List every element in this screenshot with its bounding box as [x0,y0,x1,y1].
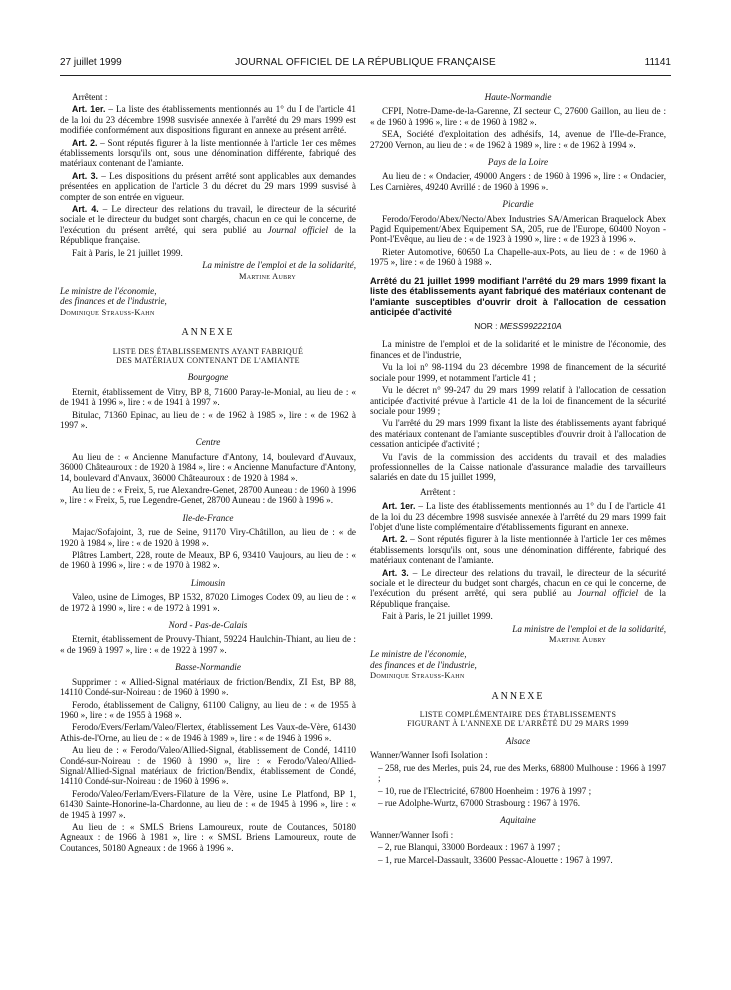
header-page-number: 11141 [644,57,671,68]
list-item: Bitulac, 71360 Epinac, au lieu de : « de 1962 à 1985 », lire : « de 1962 à 1997 ». [60,409,356,430]
header-rule [60,75,671,76]
article-label: Art. 2. [382,534,408,545]
article-label: Art. 2. [72,137,98,148]
nor-reference [370,321,666,331]
signatory-title: Le ministre de l'économie, [60,285,157,296]
article-text-end: de la République française. [370,588,666,609]
region-heading: Haute-Normandie [484,92,552,102]
list-item: Ferodo, établissement de Caligny, 61100 Caligny, au lieu de : « de 1955 à 1960 », lire : « de 1955 à 1968 ». [60,699,356,720]
list-item: Au lieu de : « Freix, 5, rue Alexandre-Genet, 28700 Auneau : de 1960 à 1996 », lire : « Freix, 5, rue Legendre-Genet, 28700 Auneau : de 1960 à 1996 ». [60,485,356,506]
list-item: Au lieu de : « Ondacier, 49000 Angers : de 1960 à 1996 », lire : « Ondacier, Les Carnières, 49240 Avrillé : de 1960 à 1996 ». [370,171,666,192]
article-1 [60,104,356,135]
header-date: 27 juillet 1999 [60,57,122,68]
preamble: La ministre de l'emploi et de la solidarité et le ministre de l'économie, des finances et de l'industrie, [370,339,666,360]
list-item: Eternit, établissement de Prouvy-Thiant, 59224 Haulchin-Thiant, au lieu de : « de 1969 à 1997 », lire : « de 1922 à 1997 ». [60,634,356,655]
nor-code: MESS9922210A [499,321,562,332]
signatory-name [60,307,356,318]
article-label: Art. 1er. [72,104,106,115]
signatory-title: des finances et de l'industrie, [370,659,477,670]
annexe-title-line: LISTE DES ÉTABLISSEMENTS AYANT FABRIQUÉ [112,346,304,356]
fait-a-paris: Fait à Paris, le 21 juillet 1999. [72,247,183,258]
annexe-title-line: LISTE COMPLÉMENTAIRE DES ÉTABLISSEMENTS [419,710,617,720]
left-column [60,92,356,855]
list-item: Majac/Sofajoint, 3, rue de Seine, 91170 Viry-Châtillon, au lieu de : « de 1920 à 1984 », lire : « de 1920 à 1998 ». [60,527,356,548]
journal-officiel: Journal officiel [577,588,639,599]
list-item: – 2, rue Blanqui, 33000 Bordeaux : 1967 à 1997 ; [378,842,561,853]
region-heading: Alsace [505,735,531,746]
nor-label: NOR : [474,321,500,332]
list-item: Rieter Automotive, 60650 La Chapelle-aux-Pots, au lieu de : « de 1960 à 1975 », lire : « de 1960 à 1988 ». [370,246,666,268]
list-item: Wanner/Wanner Isofi : [370,829,454,840]
signatory-name-text: Dominique Strauss-Kahn [60,307,155,317]
annexe-title-line: DES MATÉRIAUX CONTENANT DE L'AMIANTE [116,355,300,365]
list-item: Eternit, établissement de Vitry, BP 8, 71600 Paray-le-Monial, au lieu de : « de 1941 à 1996 », lire : « de 1941 à 1997 ». [60,386,356,408]
article-label: Art. 3. [382,567,409,578]
list-item: Wanner/Wanner Isofi Isolation : [370,750,488,761]
article-text: – La liste des établissements mentionnés au 1° du I de l'article 41 de la loi du 23 décembre 1998 susvisée annexée à l'arrêté du 29 mars 1999 est modifiée conformément aux dispositions figurant en annexe au présent arrêté. [60,104,356,136]
list-item: Valeo, usine de Limoges, BP 1532, 87020 Limoges Codex 09, au lieu de : « de 1972 à 1990 », lire : « de 1972 à 1991 ». [60,592,356,613]
article-text: – Le directeur des relations du travail, le directeur de la sécurité sociale et le directeur du budget sont chargés, chacun en ce qui le concerne, de l'exécution du présent arrêté, qui sera publié au [60,204,356,235]
article-label: Art. 4. [72,204,99,215]
list-item: – 1, rue Marcel-Dassault, 33600 Pessac-Alouette : 1967 à 1997. [378,854,613,865]
list-item: SEA, Société d'exploitation des adhésifs, 14, avenue de l'Ile-de-France, 27200 Vernon, au lieu de : « de 1962 à 1989 », lire : « de 1962 à 1994 ». [370,129,666,150]
list-item: Ferodo/Ferodo/Abex/Necto/Abex Industries SA/American Braquelock Abex Pagid Equipement/Abex Equipement SA, 205, rue de l'Europe, 60400 Noyon - Pont-l'Evêque, au lieu de : « de 1923 à 1990 », lire : « de 1923 à 1996 ». [370,213,666,245]
article-text-end: de la République française. [60,224,356,246]
right-column [370,92,666,867]
region-heading: Bourgogne [187,372,229,383]
list-item: – rue Adolphe-Wurtz, 67000 Strasbourg : 1967 à 1976. [378,797,581,808]
article-4 [60,204,356,246]
region-heading: Centre [195,437,221,448]
decree-title: Arrêté du 21 juillet 1999 modifiant l'arrêté du 29 mars 1999 fixant la liste des établissements ayant fabriqué des matériaux contenant de l'amiante susceptibles d'ouvrir droit à l'allocation de cessation anticipée d'activité [370,275,666,318]
signatory-name-text: Martine Aubry [548,635,606,645]
signatory-title: des finances et de l'industrie, [60,296,167,307]
signatory-title: Le ministre de l'économie, [370,649,467,660]
visa: Vu l'avis de la commission des accidents du travail et des maladies professionnelles de la Caisse nationale d'assurance maladie des tarvailleurs salariés en date du 15 juillet 1999, [370,451,666,483]
list-item: – 10, rue de l'Electricité, 67800 Hoenheim : 1976 à 1997 ; [378,785,592,796]
region-heading: Nord - Pas-de-Calais [168,620,248,631]
article-text: – Sont réputés figurer à la liste mentionnée à l'article 1er ces mêmes établissements lorsqu'ils ont, sous une dénomination différente, fabriqué des matériaux contenant de l'amiante. [60,137,356,169]
signatory-title: La ministre de l'emploi et de la solidarité, [512,623,666,634]
region-heading: Limousin [190,577,226,588]
region-heading: Pays de la Loire [487,157,549,168]
visa: Vu l'arrêté du 29 mars 1999 fixant la liste des établissements ayant fabriqué des matériaux contenant de l'amiante susceptibles d'ouvrir droit à l'allocation de cessation anticipée d'activité ; [370,418,666,450]
article-2 [370,534,666,565]
article-text: – Les dispositions du présent arrêté sont applicables aux demandes présentées en application de l'article 3 du décret du 29 mars 1999 susvisé à compter de son entrée en vigueur. [60,170,356,202]
list-item: Au lieu de : « Ferodo/Valeo/Allied-Signal, établissement de Condé, 14110 Condé-sur-Noireau : de 1960 à 1990 », lire : « Ferodo/Valeo/Allied-Signal/Allied-Signal matériaux de friction/Bendix, établissement de Condé, 14110 Condé-sur-Noireau : de 1960 à 1996 ». [60,745,356,787]
annexe-title [60,347,356,366]
list-item: Plâtres Lambert, 228, route de Meaux, BP 6, 93410 Vaujours, au lieu de : « de 1960 à 1996 », lire : « de 1970 à 1982 ». [60,550,356,571]
annexe-heading: ANNEXE [181,327,235,339]
page-header [60,57,671,71]
signatory-name [60,271,356,282]
fait-a-paris: Fait à Paris, le 21 juillet 1999. [382,611,493,622]
arrete-label: Arrêtent : [72,92,108,102]
visa: Vu la loi n° 98-1194 du 23 décembre 1998 de financement de la sécurité sociale pour 1999, et notamment l'article 41 ; [370,362,666,383]
region-heading: Ile-de-France [182,512,234,523]
region-heading: Picardie [502,199,534,210]
annexe-heading: ANNEXE [491,690,545,702]
list-item: – 258, rue des Merles, puis 24, rue des Merks, 68800 Mulhouse : 1966 à 1997 ; [378,762,666,784]
header-journal-title: JOURNAL OFFICIEL DE LA RÉPUBLIQUE FRANÇAISE [235,57,496,68]
signatory-name [370,634,666,645]
list-item: Au lieu de : « SMLS Briens Lamoureux, route de Coutances, 50180 Agneaux : de 1966 à 1981 », lire : « SMSL Briens Lamoureux, route de Coutances, 50180 Agneaux : de 1966 à 1996 ». [60,821,356,853]
article-1 [370,501,666,532]
visa: Vu le décret n° 99-247 du 29 mars 1999 relatif à l'allocation de cessation anticipée d'activité prévue à l'article 41 de la loi de financement de la sécurité sociale pour 1999 ; [370,385,666,416]
signatory-title: La ministre de l'emploi et de la solidarité, [202,260,356,271]
list-item: Ferodo/Evers/Ferlam/Valeo/Flertex, établissement Les Vaux-de-Vère, 61430 Athis-de-l'Orne, au lieu de : « de 1946 à 1989 », lire : « de 1946 à 1996 ». [60,722,356,743]
list-item: CFPI, Notre-Dame-de-la-Garenne, ZI secteur C, 27600 Gaillon, au lieu de : « de 1960 à 1996 », lire : « de 1960 à 1982 ». [370,106,666,127]
article-label: Art. 1er. [382,501,416,512]
journal-officiel: Journal officiel [267,224,329,235]
list-item: Supprimer : « Allied-Signal matériaux de friction/Bendix, ZI Est, BP 88, 14110 Condé-sur-Noireau : de 1960 à 1990 ». [60,676,356,698]
signatory-name-text: Martine Aubry [238,271,296,281]
article-label: Art. 3. [72,170,98,181]
article-3 [60,171,356,202]
signatory-name [370,670,666,681]
signatory-name-text: Dominique Strauss-Kahn [370,671,465,681]
region-heading: Basse-Normandie [175,662,241,673]
article-text: – Le directeur des relations du travail, le directeur de la sécurité sociale et le directeur du budget sont chargés, chacun en ce qui le concerne, de l'exécution du présent arrêté, qui sera publié au [370,567,666,599]
annexe-title-line: FIGURANT À L'ANNEXE DE L'ARRÊTÉ DU 29 MARS 1999 [407,719,629,729]
list-item: Ferodo/Valeo/Ferlam/Evers-Filature de la Vère, usine Le Platfond, BP 1, 61430 Sainte-Honorine-la-Chardonne, au lieu de : « de 1945 à 1996 », lire : « de 1945 à 1997 ». [60,788,356,820]
region-heading: Aquitaine [500,815,536,826]
article-2 [60,138,356,169]
article-text: – Sont réputés figurer à la liste mentionnée à l'article 1er ces mêmes établissements lorsqu'ils ont, sous une dénomination différente, fabriqué des matériaux contenant de l'amiante. [370,534,666,566]
arrete-label: Arrêtent : [420,486,456,497]
article-text: – La liste des établissements mentionnés au 1° du I de l'article 41 de la loi du 23 décembre 1998 susvisée annexée à l'arrêté du 29 mars 1999 fait l'objet d'une liste complémentaire d'établissements figurant en annexe. [370,501,666,532]
list-item: Au lieu de : « Ancienne Manufacture d'Antony, 14, boulevard d'Auvaux, 36000 Châteauroux : de 1920 à 1984 », lire : « Ancienne Manufacture d'Antony, 14, boulevard d'Anvaux, 36000 Châteauroux : de 1920 à 1984 ». [60,451,356,483]
article-3 [370,568,666,610]
annexe-title [370,710,666,729]
